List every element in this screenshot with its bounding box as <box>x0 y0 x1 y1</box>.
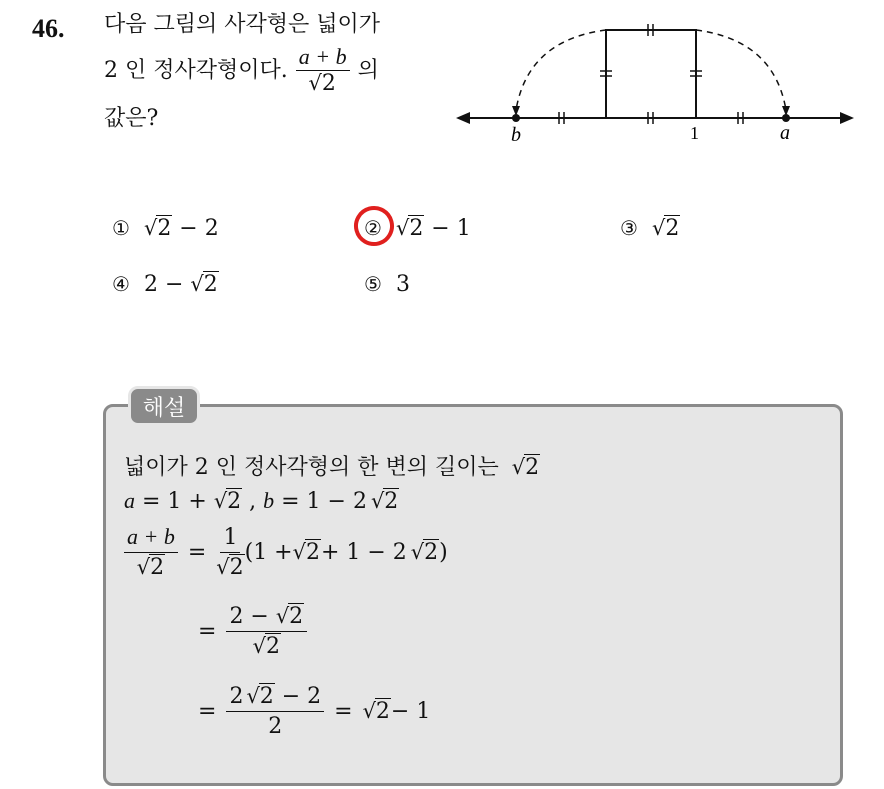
solution-equation-2: = $\frac{2 - √2}{√2}$ <box>198 604 307 659</box>
fraction-denominator <box>309 71 337 95</box>
question-line-1: 다음 그림의 사각형은 넓이가 <box>104 12 381 37</box>
solution-line-1: 넓이가 2 인 정사각형의 한 변의 길이는 √2 <box>124 455 540 480</box>
solution-tag: 해설 <box>128 386 200 426</box>
question-line-2 <box>104 46 379 95</box>
question-line-2-prefix: 2 인 정사각형이다. <box>104 57 288 83</box>
right-arc <box>696 30 786 110</box>
choice-4[interactable]: ④ 2 − √2 <box>112 272 218 297</box>
question-line-2-suffix: 의 <box>357 57 379 83</box>
label-a: a <box>780 122 790 144</box>
label-one: 1 <box>690 123 699 143</box>
point-b <box>512 114 520 122</box>
question-number: 46. <box>32 14 65 43</box>
choice-2[interactable]: ② √2 − 1 <box>364 216 471 241</box>
square-shape <box>606 30 696 118</box>
choice-5[interactable]: ⑤ 3 <box>364 272 410 297</box>
number-line-figure <box>450 10 860 150</box>
equal-length-marks <box>559 24 743 124</box>
choice-3[interactable]: ③ √2 <box>620 216 680 241</box>
solution-equation-1: $\frac{a + b}{√2}$ = $\frac{1}{√2}$ (1 + √2 + 1 − 2 √2 ) <box>124 524 448 580</box>
question-fraction <box>296 46 350 95</box>
question-line-3: 값은? <box>104 106 159 131</box>
solution-line-2: a = 1 + √2 , b = 1 − 2 √2 <box>124 488 399 514</box>
choice-1[interactable]: ① √2 − 2 <box>112 216 219 241</box>
answer-circle-annotation <box>350 202 399 251</box>
label-b: b <box>511 124 521 146</box>
fraction-numerator: a + b <box>296 46 350 71</box>
point-a <box>782 114 790 122</box>
arrow-right-icon <box>840 112 854 124</box>
arrow-left-icon <box>456 112 470 124</box>
solution-equation-3: = $\frac{2 √2 - 2}{2}$ = √2 − 1 <box>198 684 431 739</box>
sqrt-symbol: √2 <box>308 71 336 96</box>
left-arc <box>516 30 606 110</box>
